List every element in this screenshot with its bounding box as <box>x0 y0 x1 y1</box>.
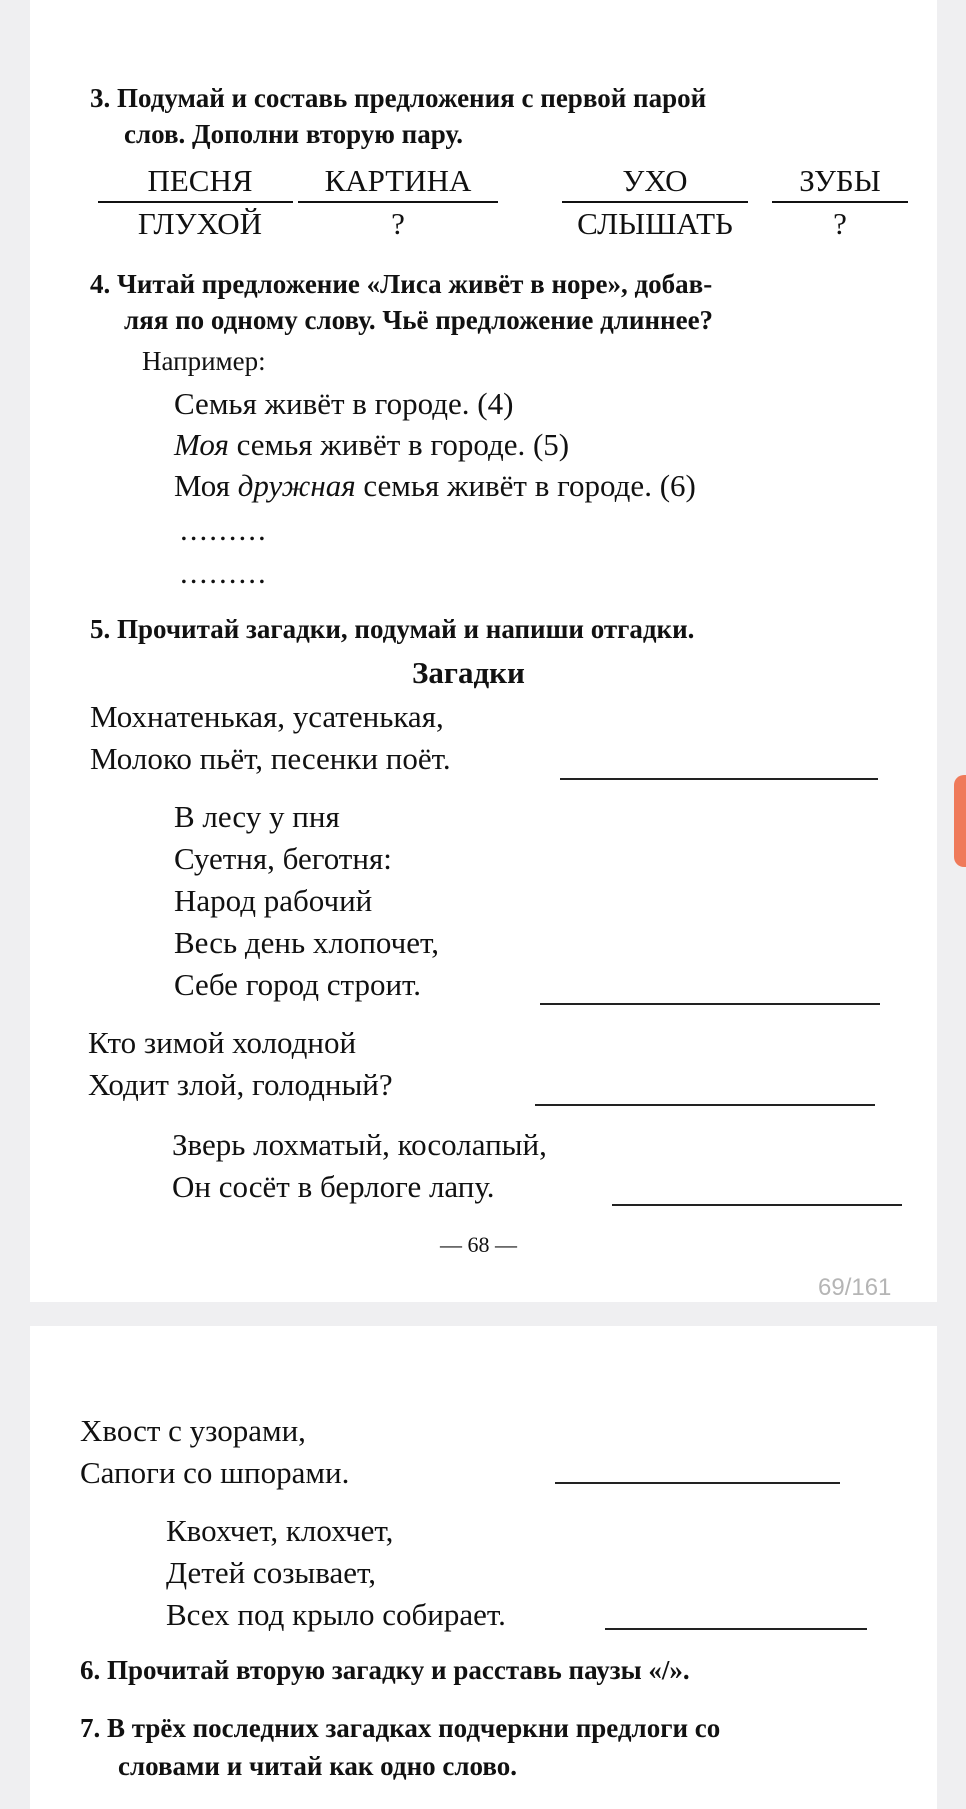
riddle3-answer-line[interactable] <box>535 1104 875 1106</box>
riddle3-line2: Ходит злой, голодный? <box>88 1067 393 1102</box>
task3-line1 <box>90 80 706 117</box>
riddle2-line5: Себе город строит. <box>174 967 422 1002</box>
example-1: Семья живёт в городе. (4) <box>174 386 514 421</box>
page-number: — 68 — <box>440 1232 517 1257</box>
task5-number: 5. <box>90 614 111 644</box>
example-2 <box>174 424 569 466</box>
example-2-italic: Моя <box>174 427 229 462</box>
ellipsis-line-1: ......... <box>180 512 268 547</box>
book-page-68 <box>30 0 937 1302</box>
riddle5-line1: Хвост с узорами, <box>80 1413 306 1448</box>
riddle2-line4: Весь день хлопочет, <box>174 925 439 960</box>
task5-line <box>90 611 694 648</box>
example-3-rest: семья живёт в городе. (6) <box>355 468 696 503</box>
riddle2-line3: Народ рабочий <box>174 883 373 918</box>
riddle6-line2: Детей созывает, <box>166 1555 376 1590</box>
example-2-rest: семья живёт в городе. (5) <box>228 427 570 462</box>
task6-number: 6. <box>80 1655 101 1685</box>
page-counter: 69/161 <box>818 1274 892 1301</box>
task3-number: 3. <box>90 83 111 113</box>
task4-line1 <box>90 266 712 303</box>
side-scroll-tab[interactable] <box>954 775 966 867</box>
example-3-start: Моя <box>174 468 238 503</box>
task3-line2: слов. Дополни вторую пару. <box>124 119 463 149</box>
riddle4-line2: Он сосёт в берлоге лапу. <box>172 1169 495 1204</box>
pair3-top: УХО <box>622 163 688 198</box>
riddle6-line3: Всех под крыло собирает. <box>166 1597 506 1632</box>
task4-number: 4. <box>90 269 111 299</box>
ellipsis-line-2: ......... <box>180 555 268 590</box>
riddle1-answer-line[interactable] <box>560 778 878 780</box>
pair3-fraction-line <box>562 201 748 203</box>
pair2-top: КАРТИНА <box>324 163 472 198</box>
riddles-heading: Загадки <box>412 655 525 690</box>
riddle2-line2: Суетня, беготня: <box>174 841 392 876</box>
example-label: Например: <box>142 346 266 376</box>
riddle2-answer-line[interactable] <box>540 1003 880 1005</box>
pair4-fraction-line <box>772 201 908 203</box>
riddle2-line1: В лесу у пня <box>174 799 340 834</box>
pair1-fraction-line <box>98 201 293 203</box>
pair1-top: ПЕСНЯ <box>147 163 253 198</box>
pair1-bottom: ГЛУХОЙ <box>137 206 263 241</box>
task4-text1: Читай предложение «Лиса живёт в норе», добав- <box>117 269 713 299</box>
pair2-bottom: ? <box>391 206 405 241</box>
riddle1-line2: Молоко пьёт, песенки поёт. <box>90 741 451 776</box>
task7-line1 <box>80 1710 720 1747</box>
task6-line <box>80 1652 690 1689</box>
pair3-bottom: СЛЫШАТЬ <box>577 206 733 241</box>
example-3-italic: дружная <box>237 468 356 503</box>
task5-text: Прочитай загадки, подумай и напиши отгадки. <box>117 614 695 644</box>
riddle6-line1: Квохчет, клохчет, <box>166 1513 394 1548</box>
task7-number: 7. <box>80 1713 101 1743</box>
task3-text1: Подумай и составь предложения с первой парой <box>117 83 707 113</box>
pair4-top: ЗУБЫ <box>799 163 881 198</box>
task4-line2: ляя по одному слову. Чьё предложение длиннее? <box>124 305 714 335</box>
task6-text: Прочитай вторую загадку и расставь паузы «/». <box>107 1655 690 1685</box>
task7-line2: словами и читай как одно слово. <box>118 1751 517 1781</box>
riddle5-line2: Сапоги со шпорами. <box>80 1455 350 1490</box>
riddle4-answer-line[interactable] <box>612 1204 902 1206</box>
task7-text1: В трёх последних загадках подчеркни предлоги со <box>107 1713 721 1743</box>
riddle5-answer-line[interactable] <box>555 1482 840 1484</box>
riddle4-line1: Зверь лохматый, косолапый, <box>172 1127 547 1162</box>
example-3 <box>174 465 696 507</box>
pair2-fraction-line <box>298 201 498 203</box>
riddle3-line1: Кто зимой холодной <box>88 1025 357 1060</box>
riddle1-line1: Мохнатенькая, усатенькая, <box>90 699 444 734</box>
riddle6-answer-line[interactable] <box>605 1628 867 1630</box>
book-page-69 <box>30 1326 937 1809</box>
pair4-bottom: ? <box>833 206 847 241</box>
